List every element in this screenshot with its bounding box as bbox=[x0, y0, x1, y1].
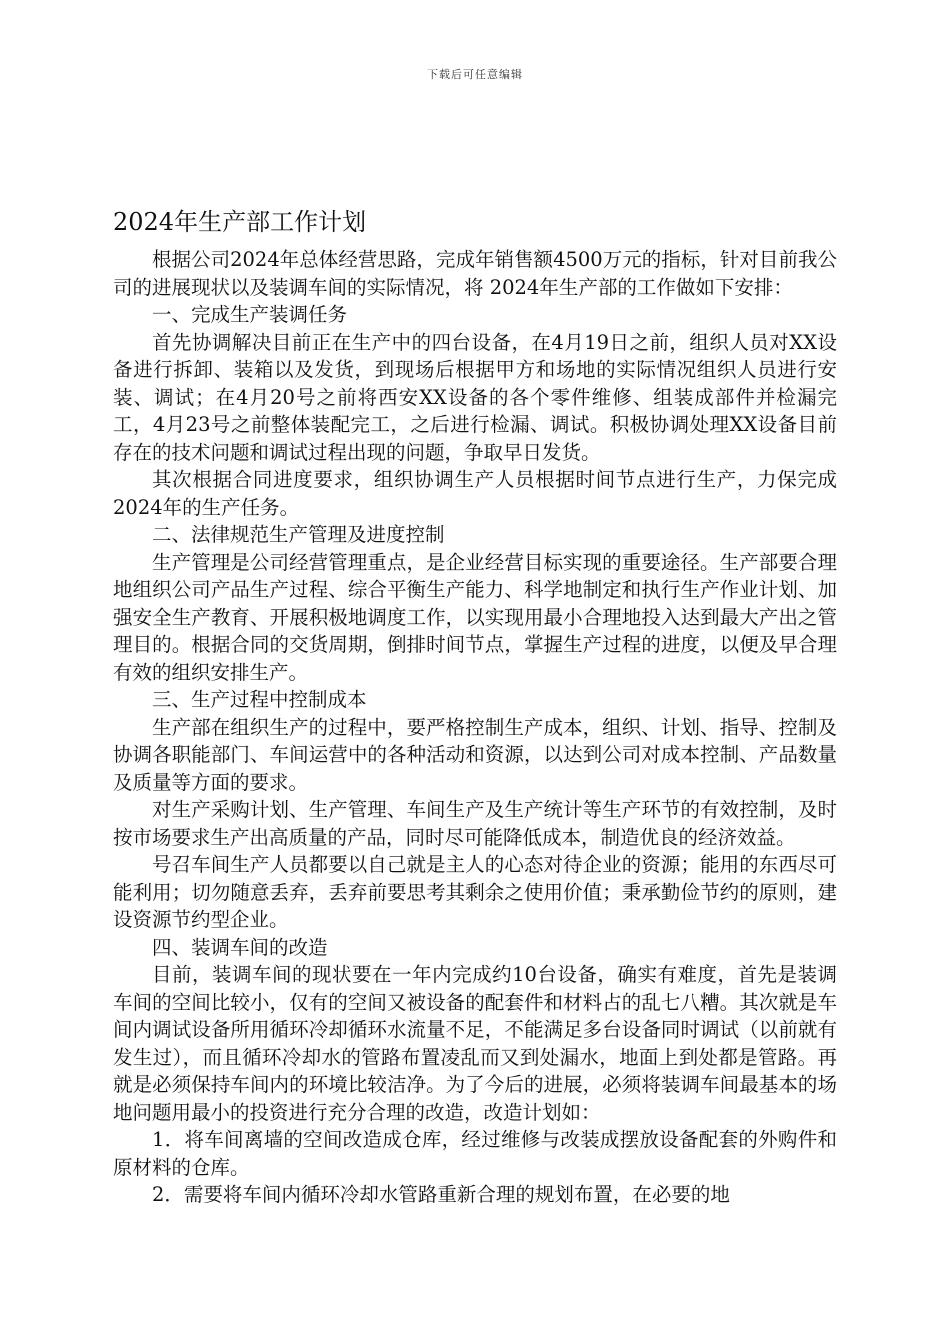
intro-paragraph: 根据公司2024年总体经营思路，完成年销售额4500万元的指标，针对目前我公司的进展现状以及装调车间的实际情况，将 2024年生产部的工作做如下安排： bbox=[113, 248, 837, 299]
section-heading-4: 四、装调车间的改造 bbox=[152, 935, 328, 959]
body-paragraph: 号召车间生产人员都要以自己就是主人的心态对待企业的资源；能用的东西尽可能利用；切勿随意丢弃，丢弃前要思考其剩余之使用价值；秉承勤俭节约的原则，建设资源节约型企业。 bbox=[113, 853, 837, 931]
document-body bbox=[113, 246, 837, 1209]
section-heading-2: 二、法律规范生产管理及进度控制 bbox=[152, 523, 445, 546]
body-paragraph: 首先协调解决目前正在生产中的四台设备，在4月19日之前，组织人员对XX设备进行拆卸、装箱以及发货，到现场后根据甲方和场地的实际情况组织人员进行安装、调试；在4月20号之前将西安XX设备的各个零件维修、组装成部件并检漏完工，4月23号之前整体装配完工，之后进行检漏、调试。积极协调处理XX设备目前存在的技术问题和调试过程出现的问题，争取早日发货。 bbox=[113, 330, 837, 464]
body-paragraph: 生产部在组织生产的过程中，要严格控制生产成本，组织、计划、指导、控制及协调各职能部门、车间运营中的各种活动和资源，以达到公司对成本控制、产品数量及质量等方面的要求。 bbox=[113, 715, 837, 794]
document-title: 2024年生产部工作计划 bbox=[113, 208, 367, 236]
list-item: 2．需要将车间内循环冷却水管路重新合理的规划布置，在必要的地 bbox=[152, 1183, 730, 1206]
section-heading-1: 一、完成生产装调任务 bbox=[152, 303, 348, 326]
body-paragraph: 生产管理是公司经营管理重点，是企业经营目标实现的重要途径。生产部要合理地组织公司产品生产过程、综合平衡生产能力、科学地制定和执行生产作业计划、加强安全生产教育、开展积极地调度工作，以实现用最小合理地投入达到最大产出之管理目的。根据合同的交货周期，倒排时间节点，掌握生产过程的进度，以便及早合理有效的组织安排生产。 bbox=[113, 550, 837, 684]
section-heading-3: 三、生产过程中控制成本 bbox=[152, 688, 367, 711]
body-paragraph: 对生产采购计划、生产管理、车间生产及生产统计等生产环节的有效控制，及时按市场要求生产出高质量的产品，同时尽可能降低成本，制造优良的经济效益。 bbox=[113, 798, 837, 849]
list-item: 1．将车间离墙的空间改造成仓库，经过维修与改装成摆放设备配套的外购件和原材料的仓库。 bbox=[113, 1128, 837, 1179]
header-note: 下载后可任意编辑 bbox=[427, 68, 523, 81]
body-paragraph: 其次根据合同进度要求，组织协调生产人员根据时间节点进行生产，力保完成2024年的生产任务。 bbox=[113, 468, 837, 519]
body-paragraph: 目前，装调车间的现状要在一年内完成约10台设备，确实有难度，首先是装调车间的空间比较小，仅有的空间又被设备的配套件和材料占的乱七八糟。其次就是车间内调试设备所用循环冷却循环水流量不足，不能满足多台设备同时调试（以前就有发生过），而且循环冷却水的管路布置凌乱而又到处漏水，地面上到处都是管路。再就是必须保持车间内的环境比较洁净。为了今后的进展，必须将装调车间最基本的场地问题用最小的投资进行充分合理的改造，改造计划如： bbox=[113, 963, 837, 1124]
